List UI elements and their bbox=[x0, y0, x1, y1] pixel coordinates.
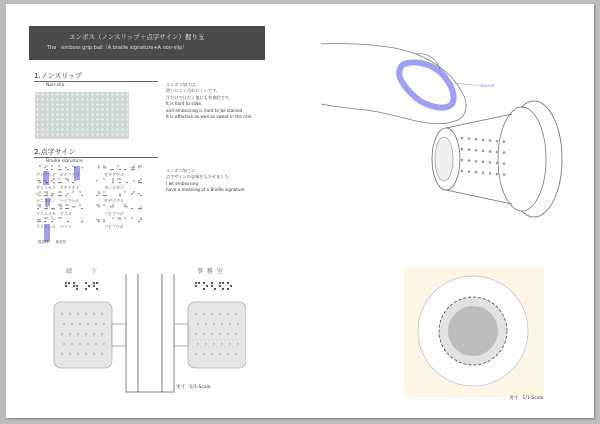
emboss-bump bbox=[61, 313, 63, 315]
braille-dot bbox=[67, 193, 68, 194]
braille-dot bbox=[39, 219, 40, 220]
braille-dot bbox=[126, 206, 127, 207]
emboss-bump bbox=[227, 313, 229, 315]
sweat-area-outline bbox=[399, 63, 453, 108]
knob-top-view-drawing bbox=[404, 267, 544, 397]
braille-dot bbox=[60, 169, 61, 170]
braille-dot bbox=[58, 182, 59, 183]
braille-dot bbox=[60, 204, 61, 205]
braille-dot bbox=[46, 195, 47, 196]
section1-line: and embossing is hard to be stained. bbox=[166, 107, 244, 113]
kana-row: サシスセソ タチツテト bbox=[36, 185, 80, 190]
kana-row: マミムメモ ヤユヨ bbox=[36, 211, 72, 216]
emboss-bump bbox=[87, 343, 89, 345]
office-label: 事 務 室 bbox=[197, 268, 224, 275]
braille-dot bbox=[119, 217, 120, 218]
braille-dot bbox=[117, 178, 118, 179]
emboss-bump bbox=[461, 137, 464, 140]
emboss-bump bbox=[79, 343, 81, 345]
braille-dot bbox=[112, 204, 113, 205]
emboss-bump bbox=[461, 159, 464, 162]
emboss-bump bbox=[229, 343, 231, 345]
emboss-bump bbox=[475, 138, 478, 141]
emboss-bump bbox=[63, 343, 65, 345]
braille-dot bbox=[133, 167, 134, 168]
emboss-bump bbox=[482, 139, 485, 142]
kana-row: ナニヌネノ ハヒフヘホ bbox=[36, 198, 80, 203]
braille-dot bbox=[67, 204, 68, 205]
braille-dot bbox=[103, 191, 104, 192]
braille-dot bbox=[131, 208, 132, 209]
braille-dot bbox=[112, 169, 113, 170]
braille-dot bbox=[67, 221, 68, 222]
emboss-bump bbox=[101, 313, 103, 315]
braille-dot bbox=[44, 180, 45, 181]
emboss-bump bbox=[235, 313, 237, 315]
emboss-bump bbox=[237, 343, 239, 345]
braille-dot bbox=[138, 182, 139, 183]
braille-dot bbox=[51, 217, 52, 218]
sweat-label: Sweat bbox=[481, 84, 495, 89]
braille-dot bbox=[112, 217, 113, 218]
braille-dot bbox=[60, 182, 61, 183]
braille-dot bbox=[131, 217, 132, 218]
braille-dot bbox=[65, 167, 66, 168]
braille-dot bbox=[51, 169, 52, 170]
emboss-bump bbox=[197, 343, 199, 345]
section1-title: 1.ノンスリップ bbox=[34, 72, 82, 80]
emboss-bump bbox=[71, 323, 73, 325]
kana-row-voiced: パピプペポ bbox=[104, 224, 124, 229]
emboss-bump bbox=[69, 353, 71, 355]
corridor-label-b: 下 bbox=[91, 268, 98, 275]
emboss-bump bbox=[468, 137, 471, 140]
emboss-bump bbox=[77, 353, 79, 355]
braille-dot bbox=[105, 167, 106, 168]
braille-dot bbox=[44, 208, 45, 209]
braille-dot bbox=[140, 208, 141, 209]
braille-dot bbox=[60, 206, 61, 207]
braille-dot bbox=[58, 191, 59, 192]
section2-underline bbox=[34, 157, 158, 158]
emboss-bump bbox=[71, 343, 73, 345]
emboss-bump bbox=[221, 323, 223, 325]
section2-description bbox=[166, 168, 245, 194]
braille-dot bbox=[96, 195, 97, 196]
braille-dot bbox=[117, 217, 118, 218]
braille-dot bbox=[131, 193, 132, 194]
section1-subtitle: Non-slip bbox=[46, 83, 65, 88]
braille-dot bbox=[72, 165, 73, 166]
emboss-bump bbox=[101, 353, 103, 355]
braille-dot bbox=[72, 182, 73, 183]
braille-dot bbox=[39, 165, 40, 166]
braille-dot bbox=[39, 182, 40, 183]
emboss-bump bbox=[93, 313, 95, 315]
emboss-bump bbox=[101, 333, 103, 335]
section1-line: 汗だけではなく他にも有効的です。 bbox=[166, 94, 233, 100]
braille-dot bbox=[81, 208, 82, 209]
title-english: The emboss grip ball（A braille signature+A non-slip） bbox=[47, 45, 188, 51]
braille-dot bbox=[81, 167, 82, 168]
emboss-bump bbox=[103, 343, 105, 345]
section1-line: It is hard to slide, bbox=[166, 101, 203, 107]
braille-dot bbox=[39, 191, 40, 192]
emboss-bump bbox=[203, 313, 205, 315]
emboss-bump bbox=[237, 323, 239, 325]
braille-dot bbox=[67, 208, 68, 209]
braille-dot bbox=[44, 217, 45, 218]
braille-dot bbox=[74, 167, 75, 168]
emboss-bump bbox=[69, 333, 71, 335]
scale-label-left: 実寸 1/1-Scale bbox=[176, 385, 211, 390]
section2-line: I let embossing bbox=[166, 180, 198, 186]
scale-label-right: 実寸 1/1-Scale bbox=[509, 396, 544, 401]
nonslip-texture-swatch bbox=[35, 92, 129, 139]
braille-dot bbox=[65, 178, 66, 179]
braille-dot bbox=[51, 195, 52, 196]
section1-line: エンボス加工は、 bbox=[166, 82, 200, 87]
braille-dot bbox=[39, 180, 40, 181]
braille-dot bbox=[39, 204, 40, 205]
braille-dot bbox=[112, 178, 113, 179]
braille-dot bbox=[67, 169, 68, 170]
section1-description bbox=[166, 82, 253, 120]
braille-dot bbox=[81, 221, 82, 222]
section2-line: エンボス加工に bbox=[166, 168, 196, 173]
braille-dot bbox=[124, 217, 125, 218]
braille-label-left bbox=[65, 282, 98, 290]
braille-dot bbox=[58, 217, 59, 218]
emboss-bump bbox=[219, 333, 221, 335]
braille-dot bbox=[72, 191, 73, 192]
braille-dot bbox=[103, 195, 104, 196]
section1-line: It is effective as well as sweat in the rain. bbox=[166, 114, 253, 120]
emboss-bump bbox=[503, 140, 506, 143]
braille-dot bbox=[39, 206, 40, 207]
knob-top-view-panel bbox=[404, 267, 544, 397]
braille-dot bbox=[53, 178, 54, 179]
braille-dot bbox=[74, 180, 75, 181]
braille-dot bbox=[112, 206, 113, 207]
braille-dot bbox=[58, 169, 59, 170]
braille-dot bbox=[119, 182, 120, 183]
braille-dot bbox=[44, 221, 45, 222]
braille-dot bbox=[74, 206, 75, 207]
braille-dot bbox=[124, 204, 125, 205]
emboss-bump bbox=[496, 140, 499, 143]
braille-dot bbox=[81, 195, 82, 196]
kana-row: ラリルレロ ワヲン bbox=[36, 224, 72, 229]
braille-dot bbox=[110, 169, 111, 170]
braille-dot bbox=[119, 178, 120, 179]
braille-dot bbox=[58, 165, 59, 166]
braille-dot bbox=[60, 208, 61, 209]
section1-underline bbox=[34, 81, 158, 82]
braille-dot bbox=[140, 178, 141, 179]
emboss-bump bbox=[219, 353, 221, 355]
braille-dot bbox=[51, 208, 52, 209]
emboss-bump bbox=[489, 172, 492, 175]
emboss-bump bbox=[93, 333, 95, 335]
braille-dot bbox=[103, 204, 104, 205]
braille-dot bbox=[138, 180, 139, 181]
braille-dot bbox=[58, 195, 59, 196]
emboss-bump bbox=[195, 353, 197, 355]
braille-dot bbox=[110, 206, 111, 207]
emboss-bump bbox=[211, 333, 213, 335]
braille-dot bbox=[51, 165, 52, 166]
braille-dot bbox=[103, 167, 104, 168]
braille-dot bbox=[133, 165, 134, 166]
braille-dot bbox=[105, 195, 106, 196]
braille-dot bbox=[103, 221, 104, 222]
braille-dot bbox=[96, 219, 97, 220]
braille-dot bbox=[44, 191, 45, 192]
emboss-bump bbox=[503, 173, 506, 176]
braille-dot bbox=[51, 193, 52, 194]
emboss-bump bbox=[229, 323, 231, 325]
braille-dot bbox=[133, 180, 134, 181]
braille-dot bbox=[131, 167, 132, 168]
braille-dot bbox=[98, 191, 99, 192]
braille-dot bbox=[140, 195, 141, 196]
braille-dot bbox=[51, 180, 52, 181]
braille-dot bbox=[98, 193, 99, 194]
braille-dot bbox=[98, 219, 99, 220]
title-banner bbox=[29, 26, 265, 60]
braille-dot bbox=[65, 195, 66, 196]
emboss-bump bbox=[195, 333, 197, 335]
braille-dot bbox=[140, 219, 141, 220]
braille-dot bbox=[60, 191, 61, 192]
braille-dot bbox=[46, 193, 47, 194]
emboss-bump bbox=[461, 148, 464, 151]
braille-dot bbox=[96, 180, 97, 181]
emboss-bump bbox=[85, 353, 87, 355]
braille-dot bbox=[140, 182, 141, 183]
braille-dot bbox=[46, 217, 47, 218]
braille-dot bbox=[138, 221, 139, 222]
document-sheet bbox=[6, 4, 594, 418]
emboss-bump bbox=[93, 353, 95, 355]
braille-dot bbox=[140, 165, 141, 166]
braille-dot bbox=[46, 206, 47, 207]
emboss-bump bbox=[503, 162, 506, 165]
braille-dot bbox=[58, 204, 59, 205]
emboss-bump bbox=[69, 313, 71, 315]
kana-row-voiced: ザジズゼゾ bbox=[104, 185, 124, 190]
emboss-bump bbox=[475, 149, 478, 152]
braille-dot bbox=[46, 191, 47, 192]
emboss-bump bbox=[211, 353, 213, 355]
braille-dot bbox=[46, 165, 47, 166]
braille-dot bbox=[124, 191, 125, 192]
emboss-bump bbox=[468, 159, 471, 162]
section2-subtitle: Braille signature bbox=[46, 159, 83, 164]
braille-dot bbox=[98, 165, 99, 166]
emboss-bump bbox=[227, 333, 229, 335]
emboss-bump bbox=[482, 172, 485, 175]
emboss-bump bbox=[496, 151, 499, 154]
braille-dot bbox=[44, 195, 45, 196]
emboss-bump bbox=[221, 343, 223, 345]
kana-row: アイウエオ カキクケコ bbox=[36, 172, 80, 177]
braille-label-right bbox=[195, 282, 232, 290]
emboss-bump bbox=[482, 150, 485, 153]
braille-dot bbox=[126, 182, 127, 183]
emboss-bump bbox=[79, 323, 81, 325]
braille-dot bbox=[133, 191, 134, 192]
braille-dot bbox=[112, 180, 113, 181]
braille-dot bbox=[112, 182, 113, 183]
braille-dot bbox=[53, 219, 54, 220]
emboss-bump bbox=[219, 313, 221, 315]
emboss-bump bbox=[205, 323, 207, 325]
door-knob-plan-drawing bbox=[46, 274, 246, 394]
section2-line: have a meaning of a Braille signature bbox=[166, 187, 245, 193]
emboss-bump bbox=[475, 160, 478, 163]
emboss-bump bbox=[468, 170, 471, 173]
braille-dot bbox=[51, 221, 52, 222]
emboss-bump bbox=[61, 333, 63, 335]
emboss-bump bbox=[503, 151, 506, 154]
emboss-bump bbox=[95, 343, 97, 345]
emboss-bump bbox=[205, 343, 207, 345]
section1-line: 滑りにくく汚れにくいです。 bbox=[166, 88, 221, 94]
title-japanese: エンボス（ノンスリップ＋点字サイン）握り玉 bbox=[69, 33, 205, 41]
braille-dot bbox=[53, 182, 54, 183]
braille-dot bbox=[138, 165, 139, 166]
braille-dot bbox=[98, 204, 99, 205]
braille-dot bbox=[46, 208, 47, 209]
braille-dot bbox=[60, 217, 61, 218]
braille-dot bbox=[133, 169, 134, 170]
braille-dot bbox=[103, 178, 104, 179]
braille-dot bbox=[131, 169, 132, 170]
corridor-label-a: 廊 bbox=[66, 268, 73, 275]
emboss-bump bbox=[85, 333, 87, 335]
emboss-bump bbox=[77, 313, 79, 315]
braille-dot bbox=[98, 221, 99, 222]
braille-dot bbox=[37, 219, 38, 220]
braille-dot bbox=[53, 208, 54, 209]
braille-dot bbox=[79, 204, 80, 205]
braille-dot bbox=[79, 191, 80, 192]
emboss-bump bbox=[87, 323, 89, 325]
section2-line: 点字サインの意味をもたせました。 bbox=[166, 174, 233, 180]
emboss-bump bbox=[213, 323, 215, 325]
emboss-bump bbox=[461, 170, 464, 173]
emboss-bump bbox=[203, 333, 205, 335]
emboss-bump bbox=[103, 323, 105, 325]
braille-dot bbox=[98, 206, 99, 207]
emboss-bump bbox=[213, 343, 215, 345]
braille-dot bbox=[39, 195, 40, 196]
emboss-bump bbox=[211, 313, 213, 315]
kana-row-voiced: ガギグゲゴ bbox=[104, 172, 124, 177]
emboss-bump bbox=[227, 353, 229, 355]
emboss-bump bbox=[496, 173, 499, 176]
section2-title: 2.点字サイン bbox=[34, 148, 76, 156]
emboss-bump bbox=[489, 139, 492, 142]
emboss-bump bbox=[61, 353, 63, 355]
braille-dot bbox=[60, 195, 61, 196]
braille-dot bbox=[124, 169, 125, 170]
emboss-bump bbox=[197, 323, 199, 325]
braille-footnote: 数量符 拗音符 bbox=[38, 240, 66, 244]
emboss-bump bbox=[489, 150, 492, 153]
hand-gripping-knob-illustration bbox=[316, 24, 576, 234]
emboss-bump bbox=[235, 333, 237, 335]
braille-dot bbox=[37, 208, 38, 209]
braille-dot bbox=[39, 221, 40, 222]
emboss-bump bbox=[63, 323, 65, 325]
emboss-bump bbox=[482, 161, 485, 164]
braille-dot bbox=[53, 193, 54, 194]
braille-dot bbox=[96, 204, 97, 205]
braille-dot bbox=[103, 165, 104, 166]
braille-dot bbox=[37, 204, 38, 205]
braille-dot bbox=[119, 193, 120, 194]
braille-dot bbox=[67, 180, 68, 181]
emboss-bump bbox=[203, 353, 205, 355]
emboss-bump bbox=[468, 148, 471, 151]
emboss-bump bbox=[489, 161, 492, 164]
emboss-bump bbox=[95, 323, 97, 325]
braille-dot bbox=[119, 169, 120, 170]
braille-dot bbox=[138, 193, 139, 194]
braille-dot bbox=[65, 204, 66, 205]
braille-dot bbox=[103, 219, 104, 220]
emboss-bump bbox=[475, 171, 478, 174]
braille-dot bbox=[37, 221, 38, 222]
braille-dot bbox=[65, 208, 66, 209]
kana-row-voiced: バビブベボ bbox=[104, 211, 124, 216]
braille-dot bbox=[138, 167, 139, 168]
braille-dot bbox=[37, 193, 38, 194]
braille-dot bbox=[140, 206, 141, 207]
braille-dot bbox=[46, 169, 47, 170]
braille-dot bbox=[67, 178, 68, 179]
braille-dot bbox=[117, 165, 118, 166]
braille-dot bbox=[44, 167, 45, 168]
braille-dot bbox=[46, 182, 47, 183]
braille-dot bbox=[119, 219, 120, 220]
emboss-bump bbox=[496, 162, 499, 165]
emboss-bump bbox=[235, 353, 237, 355]
emboss-bump bbox=[195, 313, 197, 315]
braille-dot bbox=[119, 195, 120, 196]
braille-dot bbox=[98, 167, 99, 168]
kana-row-voiced: ダヂヅデド bbox=[104, 198, 124, 203]
braille-dot bbox=[138, 208, 139, 209]
emboss-bump bbox=[85, 313, 87, 315]
braille-dot bbox=[140, 217, 141, 218]
emboss-bump bbox=[77, 333, 79, 335]
braille-dot bbox=[124, 206, 125, 207]
braille-dot bbox=[37, 180, 38, 181]
braille-dot bbox=[58, 178, 59, 179]
braille-dot bbox=[72, 206, 73, 207]
